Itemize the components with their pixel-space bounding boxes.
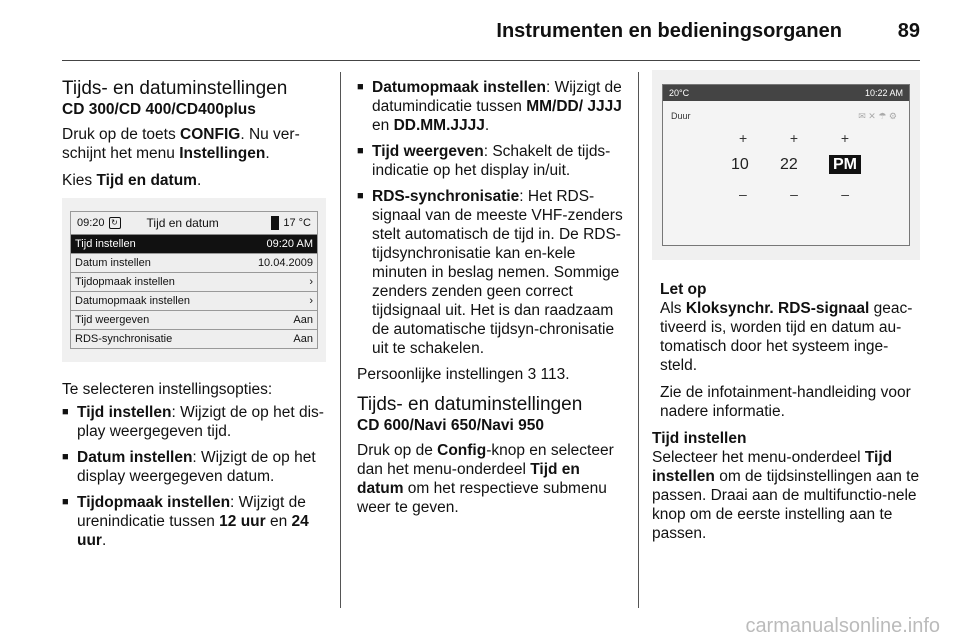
page-reference[interactable]: 3 113. (527, 366, 570, 383)
display-figure (62, 198, 326, 362)
display-clock: 10:22 AM (864, 87, 903, 98)
note-box (652, 280, 920, 421)
ampm-decrement-button[interactable]: – (841, 186, 849, 202)
list-item: ■ Tijdopmaak instellen: Wijzigt de urenindicatie tussen 12 uur en 24 uur. (62, 493, 326, 550)
paragraph: Kies Tijd en datum. (62, 172, 202, 189)
section-subheading: CD 600/Navi 650/Navi 950 (357, 417, 544, 434)
menu-row[interactable]: Tijd instellen 09:20 AM (71, 235, 317, 254)
display-label: Duur (671, 111, 691, 121)
hour-value[interactable]: 10 (731, 156, 749, 173)
display-top-bar (71, 212, 317, 235)
display-clock: 09:20 (77, 216, 105, 229)
menu-row[interactable]: RDS-synchronisatie Aan (75, 333, 313, 345)
display-temperature: 17 °C (283, 216, 311, 229)
display-title: Tijd en datum (146, 215, 219, 230)
ampm-increment-button[interactable]: + (840, 130, 849, 146)
column-1 (62, 78, 326, 557)
minute-decrement-button[interactable]: – (790, 186, 798, 202)
paragraph: Als Kloksynchr. RDS-signaal geac-tiveerd is, worden tijd en datum au-tomatisch door het systeem inge-steld. (660, 300, 913, 374)
paragraph: Druk op de Config-knop en selecteer dan het menu-onderdeel Tijd en datum om het respectieve submenu weer te geven. (357, 442, 614, 516)
options-list (357, 78, 623, 358)
watermark: carmanualsonline.info (745, 615, 940, 637)
display-top-bar (663, 85, 909, 101)
minute-value[interactable]: 22 (780, 156, 798, 173)
column-2 (357, 78, 623, 525)
column-divider-1 (340, 72, 341, 608)
section-subheading: CD 300/CD 400/CD400plus (62, 101, 256, 118)
paragraph: Persoonlijke instellingen 3 113. (357, 366, 570, 383)
note-title: Let op (660, 281, 707, 298)
options-list (62, 403, 326, 550)
header-divider (62, 60, 920, 61)
status-icons: ✉ ✕ ☂ ⚙ (858, 111, 897, 121)
menu-row[interactable]: Tijd weergeven Aan (71, 311, 317, 330)
page-number: 89 (897, 20, 920, 42)
page-header (0, 18, 960, 48)
time-values (731, 155, 861, 174)
list-item: ■ Datumopmaak instellen: Wijzigt de datumindicatie tussen MM/DD/ JJJJ en DD.MM.JJJJ. (357, 78, 623, 135)
menu-row[interactable]: Tijdopmaak instellen › (71, 273, 317, 292)
menu-row[interactable]: Datum instellen 10.04.2009 (71, 254, 317, 273)
ampm-value[interactable]: PM (829, 155, 861, 174)
paragraph: Selecteer het menu-onderdeel Tijd instellen om de tijdsinstellingen aan te passen. Draai aan de multifunctio-nele knop om de eerste instelling aan te passen. (652, 449, 920, 542)
increment-buttons (739, 129, 849, 148)
list-item: ■ RDS-synchronisatie: Het RDS-signaal van de meeste VHF-zenders stelt automatisch de tijd in. De RDS-tijdsynchronisatie kan en-kele minuten in beslag nemen. Sommige zenders zenden geen correct tijdsignaal uit. Het is dan raadzaam de automatische tijdsyn-chronisatie uit te schakelen. (357, 187, 623, 358)
paragraph: Druk op de toets CONFIG. Nu ver-schijnt het menu Instellingen. (62, 126, 300, 162)
display-screen (70, 211, 318, 349)
list-item: ■ Tijd instellen: Wijzigt de op het dis-play weergegeven tijd. (62, 403, 326, 441)
section-heading: Tijds- en datuminstellingen (357, 394, 583, 415)
display-temperature: 20°C (669, 87, 690, 98)
display-figure (652, 70, 920, 260)
display-screen (662, 84, 910, 246)
hour-increment-button[interactable]: + (739, 130, 748, 146)
menu-row[interactable]: Datumopmaak instellen › (71, 292, 317, 311)
hour-decrement-button[interactable]: – (739, 186, 747, 202)
minute-increment-button[interactable]: + (789, 130, 799, 146)
sync-icon: ↻ (109, 217, 121, 229)
column-divider-2 (638, 72, 639, 608)
section-heading: Tijds- en datuminstellingen (62, 78, 288, 99)
column-3 (652, 70, 920, 551)
page-title: Instrumenten en bedieningsorganen (496, 20, 842, 42)
paragraph: Te selecteren instellingsopties: (62, 381, 273, 398)
list-item: ■ Datum instellen: Wijzigt de op het display weergegeven datum. (62, 448, 326, 486)
list-item: ■ Tijd weergeven: Schakelt de tijds-indicatie op het display in/uit. (357, 142, 623, 180)
paragraph: Zie de infotainment-handleiding voor nadere informatie. (660, 384, 911, 420)
section-subheading: Tijd instellen (652, 430, 747, 447)
thermometer-icon (271, 216, 279, 230)
decrement-buttons (739, 185, 849, 204)
